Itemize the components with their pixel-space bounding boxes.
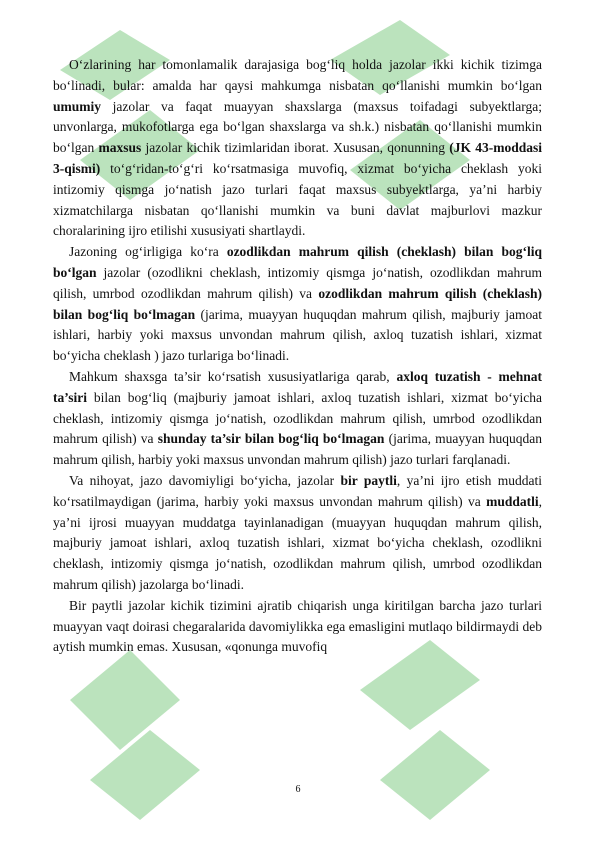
bold-text: umumiy [53,98,102,114]
text-run: Va nihoyat, jazo davomiyligi bo‘yicha, jazolar [69,472,341,488]
text-run: bilan bog‘liq (majburiy jamoat ishlari, axloq tuzatish ishlari, xizmat bo‘yicha cheklash, intizomiy qismga jo‘natish, ozodlikdan mahrum qilish, umrbod ozodlikdan mahrum qilish) va [53,389,542,447]
paragraph [53,596,542,658]
text-run: Bir paytli jazolar kichik tizimini ajratib chiqarish unga kiritilgan barcha jazo turlari muayyan vaqt doirasi chegaralarida davomiylikka ega emasligini mutlaqo bildirmaydi deb aytish mumkin emas. Xususan, «qonunga muvofiq [53,597,542,655]
text-run: jazolar va faqat muayyan shaxslarga (maxsus toifadagi subyektlarga; unvonlarga, mukofotlarga ega bo‘lgan shaxslarga va sh.k.) nisbatan qo‘llanishi mumkin bo‘lgan [53,98,542,156]
bold-text: maxsus [98,140,142,156]
text-run: to‘g‘ridan-to‘g‘ri ko‘rsatmasiga muvofiq, xizmat bo‘yicha cheklash yoki intizomiy qismga jo‘natish jazo turlari faqat maxsus subyektlarga, ya’ni harbiy xizmatchilarga nisbatan qo‘llanishi mumkin va buni davlat majburlovi mazkur choralarining ijro etilishi xususiyati shartlaydi. [53,160,542,239]
paragraph [53,55,542,242]
paragraph [53,367,542,471]
paragraph [53,471,542,596]
text-run: jazolar kichik tizimlaridan iborat. Xususan, qonunning [141,140,450,156]
page-number: 6 [295,784,301,795]
text-run: O‘zlarining har tomonlamalik darajasiga bog‘liq holda jazolar ikki kichik tizimga bo‘linadi, bular: amalda har qaysi mahkumga nisbatan qo‘llanishi mumkin bo‘lgan [53,57,542,93]
bold-text: axloq tuzatish - mehnat ta’siri [53,368,543,405]
text-run: (jarima, muayyan huquqdan mahrum qilish, majburiy jamoat ishlari, harbiy yoki maxsus unvondan mahrum qilish, axloq tuzatish ishlari, xizmat bo‘yicha cheklash ) jazo turlariga bo‘linadi. [53,306,542,364]
bold-text: muddatli [486,493,539,509]
text-run: (jarima, muayyan huquqdan mahrum qilish, harbiy yoki maxsus unvondan mahrum qilish) jazo turlari farqlanadi. [53,431,542,468]
text-run: jazolar (ozodlikni cheklash, intizomiy qismga jo‘natish, ozodlikdan mahrum qilish, umrbod ozodlikdan mahrum qilish) va [53,264,542,301]
bold-text: shunday ta’sir bilan bog‘liq bo‘lmagan [157,431,385,447]
text-run: , ya’ni ijrosi muayyan muddatga tayinlanadigan (muayyan huquqdan mahrum qilish, majburiy jamoat ishlari, axloq tuzatish ishlari, xizmat bo‘yicha cheklash, ozodlikni cheklash, intizomiy qismga jo‘natish, ozodlikdan mahrum qilish, umrbod ozodlikdan mahrum qilish) jazolarga bo‘linadi. [53,493,542,592]
paragraph [53,242,542,367]
text-run: Mahkum shaxsga ta’sir ko‘rsatish xususiyatlariga qarab, [69,368,397,384]
bold-text: ozodlikdan mahrum qilish (cheklash) bilan bog‘liq bo‘lgan [53,244,542,280]
bold-text: (JK 43-moddasi 3-qismi) [53,140,542,176]
text-run: Jazoning og‘irligiga ko‘ra [69,244,227,260]
bold-text: bir paytli [340,472,397,488]
body-text [53,55,542,658]
text-run: , ya’ni ijro etish muddati ko‘rsatilmaydigan (jarima, harbiy yoki maxsus unvondan mahrum qilish) va [53,472,543,509]
bold-text: ozodlikdan mahrum qilish (cheklash) bilan bog‘liq bo‘lmagan [53,285,542,322]
